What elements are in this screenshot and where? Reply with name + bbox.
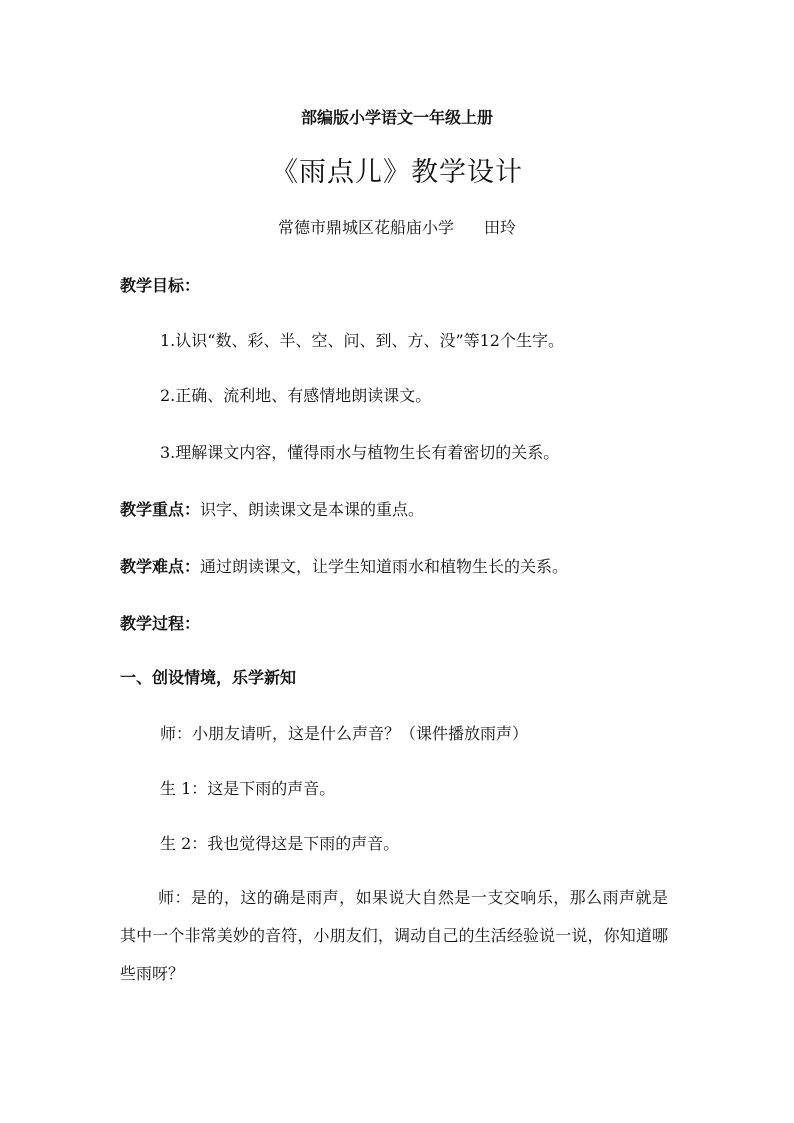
- dialogue-line-3: 生 2：我也觉得这是下雨的声音。: [160, 834, 400, 853]
- document-title: 《雨点儿》教学设计: [271, 157, 523, 188]
- key-point-line: [120, 500, 424, 520]
- author-line: [0, 218, 794, 238]
- objective-item-2: 2.正确、流利地、有感情地朗读课文。: [160, 386, 432, 405]
- objective-item-3: 3.理解课文内容，懂得雨水与植物生长有着密切的关系。: [160, 443, 560, 462]
- difficulty-line: [120, 557, 568, 577]
- objectives-heading: 教学目标：: [120, 276, 201, 295]
- dialogue-line-1: 师：小朋友请听，这是什么声音？（课件播放雨声）: [160, 724, 529, 743]
- author-name: 田玲: [484, 218, 517, 237]
- key-point-label: 教学重点：: [120, 500, 201, 519]
- difficulty-text: 通过朗读课文，让学生知道雨水和植物生长的关系。: [200, 557, 569, 576]
- author-school: 常德市鼎城区花船庙小学: [277, 218, 454, 237]
- section1-heading: 一、创设情境，乐学新知: [120, 668, 297, 687]
- process-heading: 教学过程：: [120, 614, 201, 633]
- key-point-text: 识字、朗读课文是本课的重点。: [200, 500, 425, 519]
- difficulty-label: 教学难点：: [120, 557, 201, 576]
- document-subtitle: 部编版小学语文一年级上册: [300, 108, 493, 127]
- objective-item-1: 1.认识“数、彩、半、空、问、到、方、没”等12个生字。: [160, 331, 564, 350]
- dialogue-line-2: 生 1：这是下雨的声音。: [160, 779, 336, 798]
- final-paragraph: 师：是的，这的确是雨声，如果说大自然是一支交响乐，那么雨声就是其中一个非常美妙的音符，小朋友们，调动自己的生活经验说一说，你知道哪些雨呀？: [120, 888, 668, 983]
